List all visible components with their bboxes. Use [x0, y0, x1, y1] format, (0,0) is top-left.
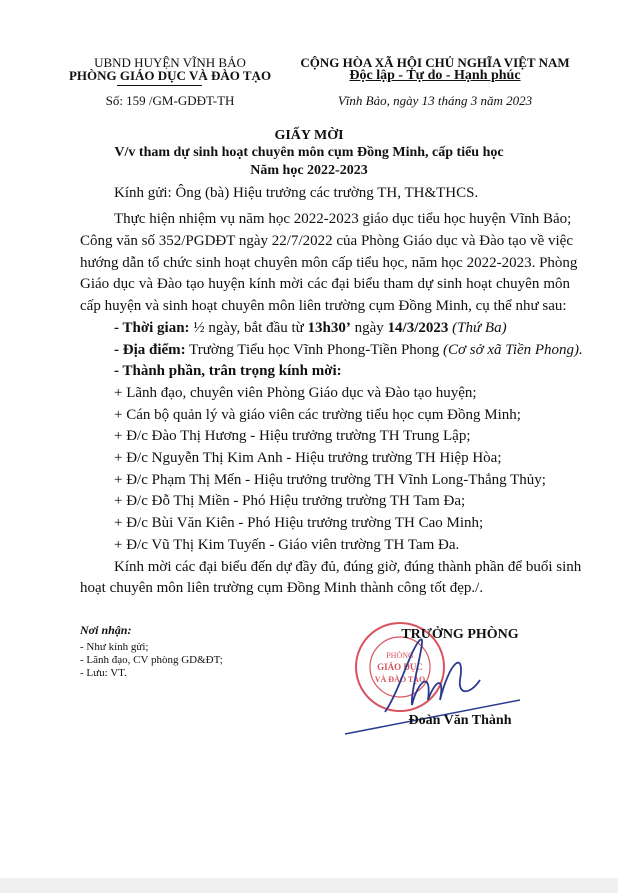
- svg-text:VÀ ĐÀO TẠO: VÀ ĐÀO TẠO: [374, 675, 426, 684]
- svg-text:GIÁO DỤC: GIÁO DỤC: [377, 662, 423, 672]
- time-label: - Thời gian:: [114, 320, 190, 336]
- time-text: ½ ngày, bắt đầu từ: [189, 320, 308, 336]
- place-date: Vĩnh Bảo, ngày 13 tháng 3 năm 2023: [337, 93, 533, 108]
- agency-parent: UBND HUYỆN VĨNH BẢO: [94, 55, 246, 70]
- participant-item: + Đ/c Đào Thị Hương - Hiệu trưởng trường TH Trung Lập;: [114, 428, 471, 444]
- page-bottom-margin: [0, 878, 618, 893]
- document-type: GIẤY MỜI: [274, 128, 344, 143]
- document-number: Số: 159 /GM-GDĐT-TH: [105, 93, 235, 108]
- document-subject: V/v tham dự sinh hoạt chuyên môn cụm Đồng Minh, cấp tiểu học: [114, 145, 504, 160]
- participant-item: + Đ/c Đỗ Thị Miền - Phó Hiệu trưởng trường TH Tam Đa;: [114, 493, 466, 509]
- participant-item: + Cán bộ quản lý và giáo viên các trường tiểu học cụm Đồng Minh;: [114, 407, 521, 423]
- time-day: (Thứ Ba): [448, 320, 507, 336]
- time-line: [114, 318, 570, 340]
- motto: Độc lập - Tự do - Hạnh phúc: [349, 68, 521, 83]
- closing-line: Kính mời các đại biểu đến dự đầy đủ, đúng giờ, đúng thành phần để buổi sinh: [114, 559, 582, 575]
- recipients-label: Nơi nhận:: [80, 623, 132, 637]
- recipients-item: - Lãnh đạo, CV phòng GD&ĐT;: [80, 654, 223, 666]
- place-note: (Cơ sở xã Tiền Phong).: [443, 342, 583, 358]
- place-line: [114, 340, 583, 362]
- intro-line: Công văn số 352/PGDĐT ngày 22/7/2022 của Phòng Giáo dục và Đào tạo về việc: [80, 233, 573, 249]
- closing-line: hoạt chuyên môn liên trường cụm Đồng Minh thành công tốt đẹp./.: [80, 580, 484, 596]
- time-text: ngày: [350, 320, 388, 336]
- place-label: - Địa điểm:: [114, 342, 186, 358]
- nation-name: CỘNG HÒA XÃ HỘI CHỦ NGHĨA VIỆT NAM: [300, 55, 570, 70]
- recipient-line: Kính gửi: Ông (bà) Hiệu trưởng các trường TH, TH&THCS.: [114, 185, 479, 201]
- signatory-title: TRƯỞNG PHÒNG: [401, 627, 519, 642]
- time-date: 14/3/2023: [387, 320, 449, 336]
- recipients-item: - Lưu: VT.: [80, 667, 127, 679]
- svg-text:PHÒNG: PHÒNG: [386, 651, 414, 660]
- agency-name: PHÒNG GIÁO DỤC VÀ ĐÀO TẠO: [68, 68, 272, 83]
- participant-item: + Đ/c Nguyễn Thị Kim Anh - Hiệu trưởng trường TH Hiệp Hòa;: [114, 450, 502, 466]
- divider: [117, 85, 202, 86]
- time-hour: 13h30’: [307, 320, 351, 336]
- participant-item: + Đ/c Phạm Thị Mến - Hiệu trưởng trường TH Vĩnh Long-Thắng Thủy;: [114, 472, 546, 488]
- participant-item: + Đ/c Vũ Thị Kim Tuyến - Giáo viên trường TH Tam Đa.: [114, 537, 460, 553]
- recipients-item: - Như kính gửi;: [80, 641, 149, 653]
- participants-label: - Thành phần, trân trọng kính mời:: [114, 363, 342, 379]
- participant-item: + Lãnh đạo, chuyên viên Phòng Giáo dục và Đào tạo huyện;: [114, 385, 477, 401]
- intro-line: hướng dẫn tổ chức sinh hoạt chuyên môn cấp tiểu học, năm học 2022-2023. Phòng: [80, 255, 578, 271]
- participant-item: + Đ/c Bùi Văn Kiên - Phó Hiệu trưởng trường TH Cao Minh;: [114, 515, 484, 531]
- signatory-name: Đoàn Văn Thành: [408, 713, 512, 728]
- intro-line: Thực hiện nhiệm vụ năm học 2022-2023 giáo dục tiểu học huyện Vĩnh Bảo;: [114, 211, 572, 227]
- school-year: Năm học 2022-2023: [250, 163, 368, 178]
- place-value: Trường Tiểu học Vĩnh Phong-Tiền Phong: [185, 342, 444, 358]
- intro-line: Giáo dục và Đào tạo huyện kính mời các đại biểu tham dự sinh hoạt chuyên môn: [80, 276, 570, 292]
- intro-line: cấp huyện và sinh hoạt chuyên môn liên trường cụm Đồng Minh, cụ thể như sau:: [80, 298, 567, 314]
